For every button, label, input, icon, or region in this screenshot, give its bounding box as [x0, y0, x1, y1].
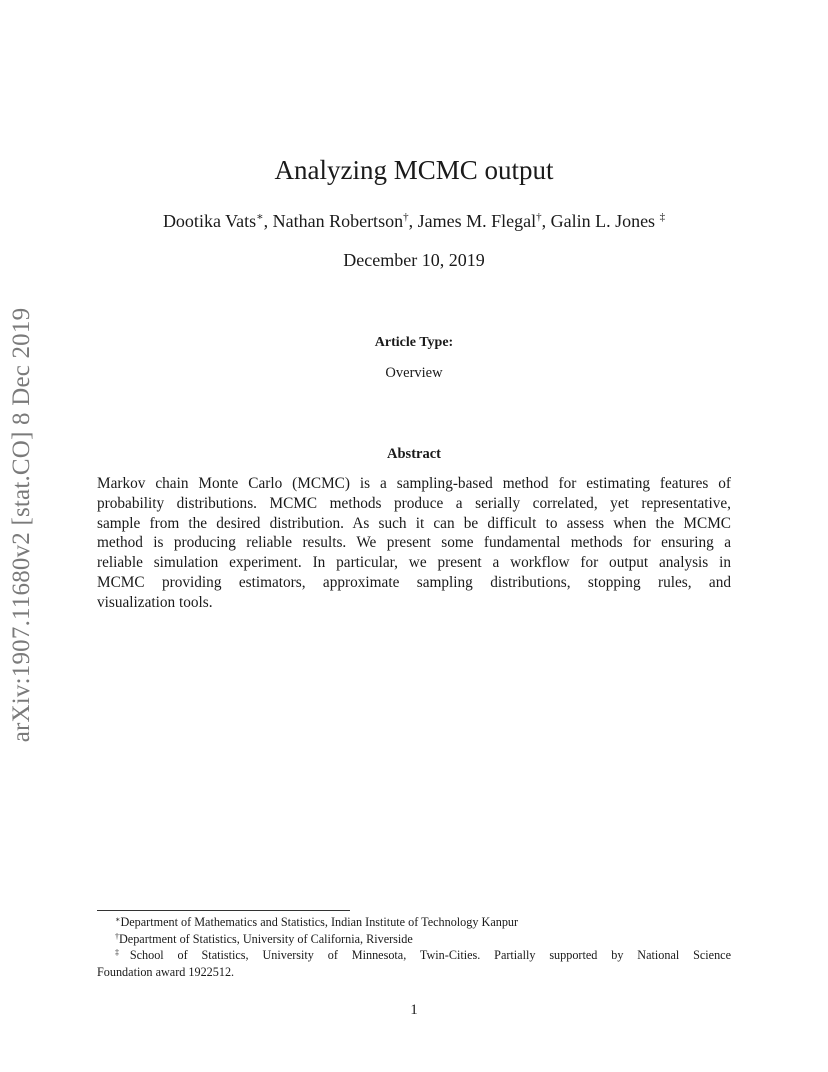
- footnote-text: Department of Mathematics and Statistics, Indian Institute of Technology Kanpur: [120, 915, 519, 929]
- author-affiliation-mark: †: [403, 211, 409, 223]
- abstract-line: probability distributions. MCMC methods produce a serially correlated, yet representative,: [97, 494, 731, 512]
- page-number: 1: [410, 1002, 418, 1018]
- author-affiliation-mark: ‡: [659, 211, 666, 223]
- arxiv-identifier-text: arXiv:1907.11680v2 [stat.CO] 8 Dec 2019: [8, 307, 35, 743]
- footnote-mark: ∗: [115, 915, 121, 924]
- article-type-label: Article Type:: [374, 335, 454, 350]
- footnote-continuation: Foundation award 1922512.: [97, 964, 235, 979]
- article-type-value: Overview: [385, 365, 443, 381]
- author-list: Dootika Vats∗, Nathan Robertson†, James M. Flegal†, Galin L. Jones ‡: [162, 211, 666, 231]
- footnote-mark: ‡: [115, 948, 130, 957]
- abstract-line: method is producing reliable results. We present some fundamental methods for ensuring a: [97, 534, 731, 552]
- footnote-text: Department of Statistics, University of California, Riverside: [119, 931, 413, 946]
- abstract-line: Markov chain Monte Carlo (MCMC) is a sampling-based method for estimating features of: [97, 475, 731, 492]
- author-name: James M. Flegal: [417, 211, 537, 231]
- footnote-text: School of Statistics, University of Minnesota, Twin-Cities. Partially supported by National Science: [129, 948, 731, 962]
- abstract-line: sample from the desired distribution. As such it can be difficult to assess when the MCMC: [97, 514, 731, 532]
- abstract-line: visualization tools.: [97, 593, 213, 611]
- footnote-mark: †: [115, 931, 119, 941]
- abstract-line: MCMC providing estimators, approximate sampling distributions, stopping rules, and: [97, 573, 731, 591]
- footnote-first-line: [115, 947, 731, 964]
- paper-title: Analyzing MCMC output: [274, 155, 554, 185]
- abstract-body: [97, 474, 731, 613]
- abstract-heading: Abstract: [387, 446, 441, 462]
- publication-date: December 10, 2019: [343, 250, 485, 270]
- author-name: Nathan Robertson: [272, 211, 404, 231]
- footnotes: [97, 914, 731, 980]
- author-name: Galin L. Jones: [550, 211, 656, 231]
- author-affiliation-mark: †: [536, 211, 542, 223]
- footnote-affiliation: [97, 931, 731, 948]
- footnote-affiliation: [97, 914, 731, 931]
- footnote-divider: [97, 910, 350, 911]
- author-affiliation-mark: ∗: [256, 211, 264, 223]
- author-name: Dootika Vats: [162, 211, 257, 231]
- abstract-line: reliable simulation experiment. In particular, we present a workflow for output analysis in: [97, 554, 731, 572]
- footnote-affiliation: [97, 947, 731, 980]
